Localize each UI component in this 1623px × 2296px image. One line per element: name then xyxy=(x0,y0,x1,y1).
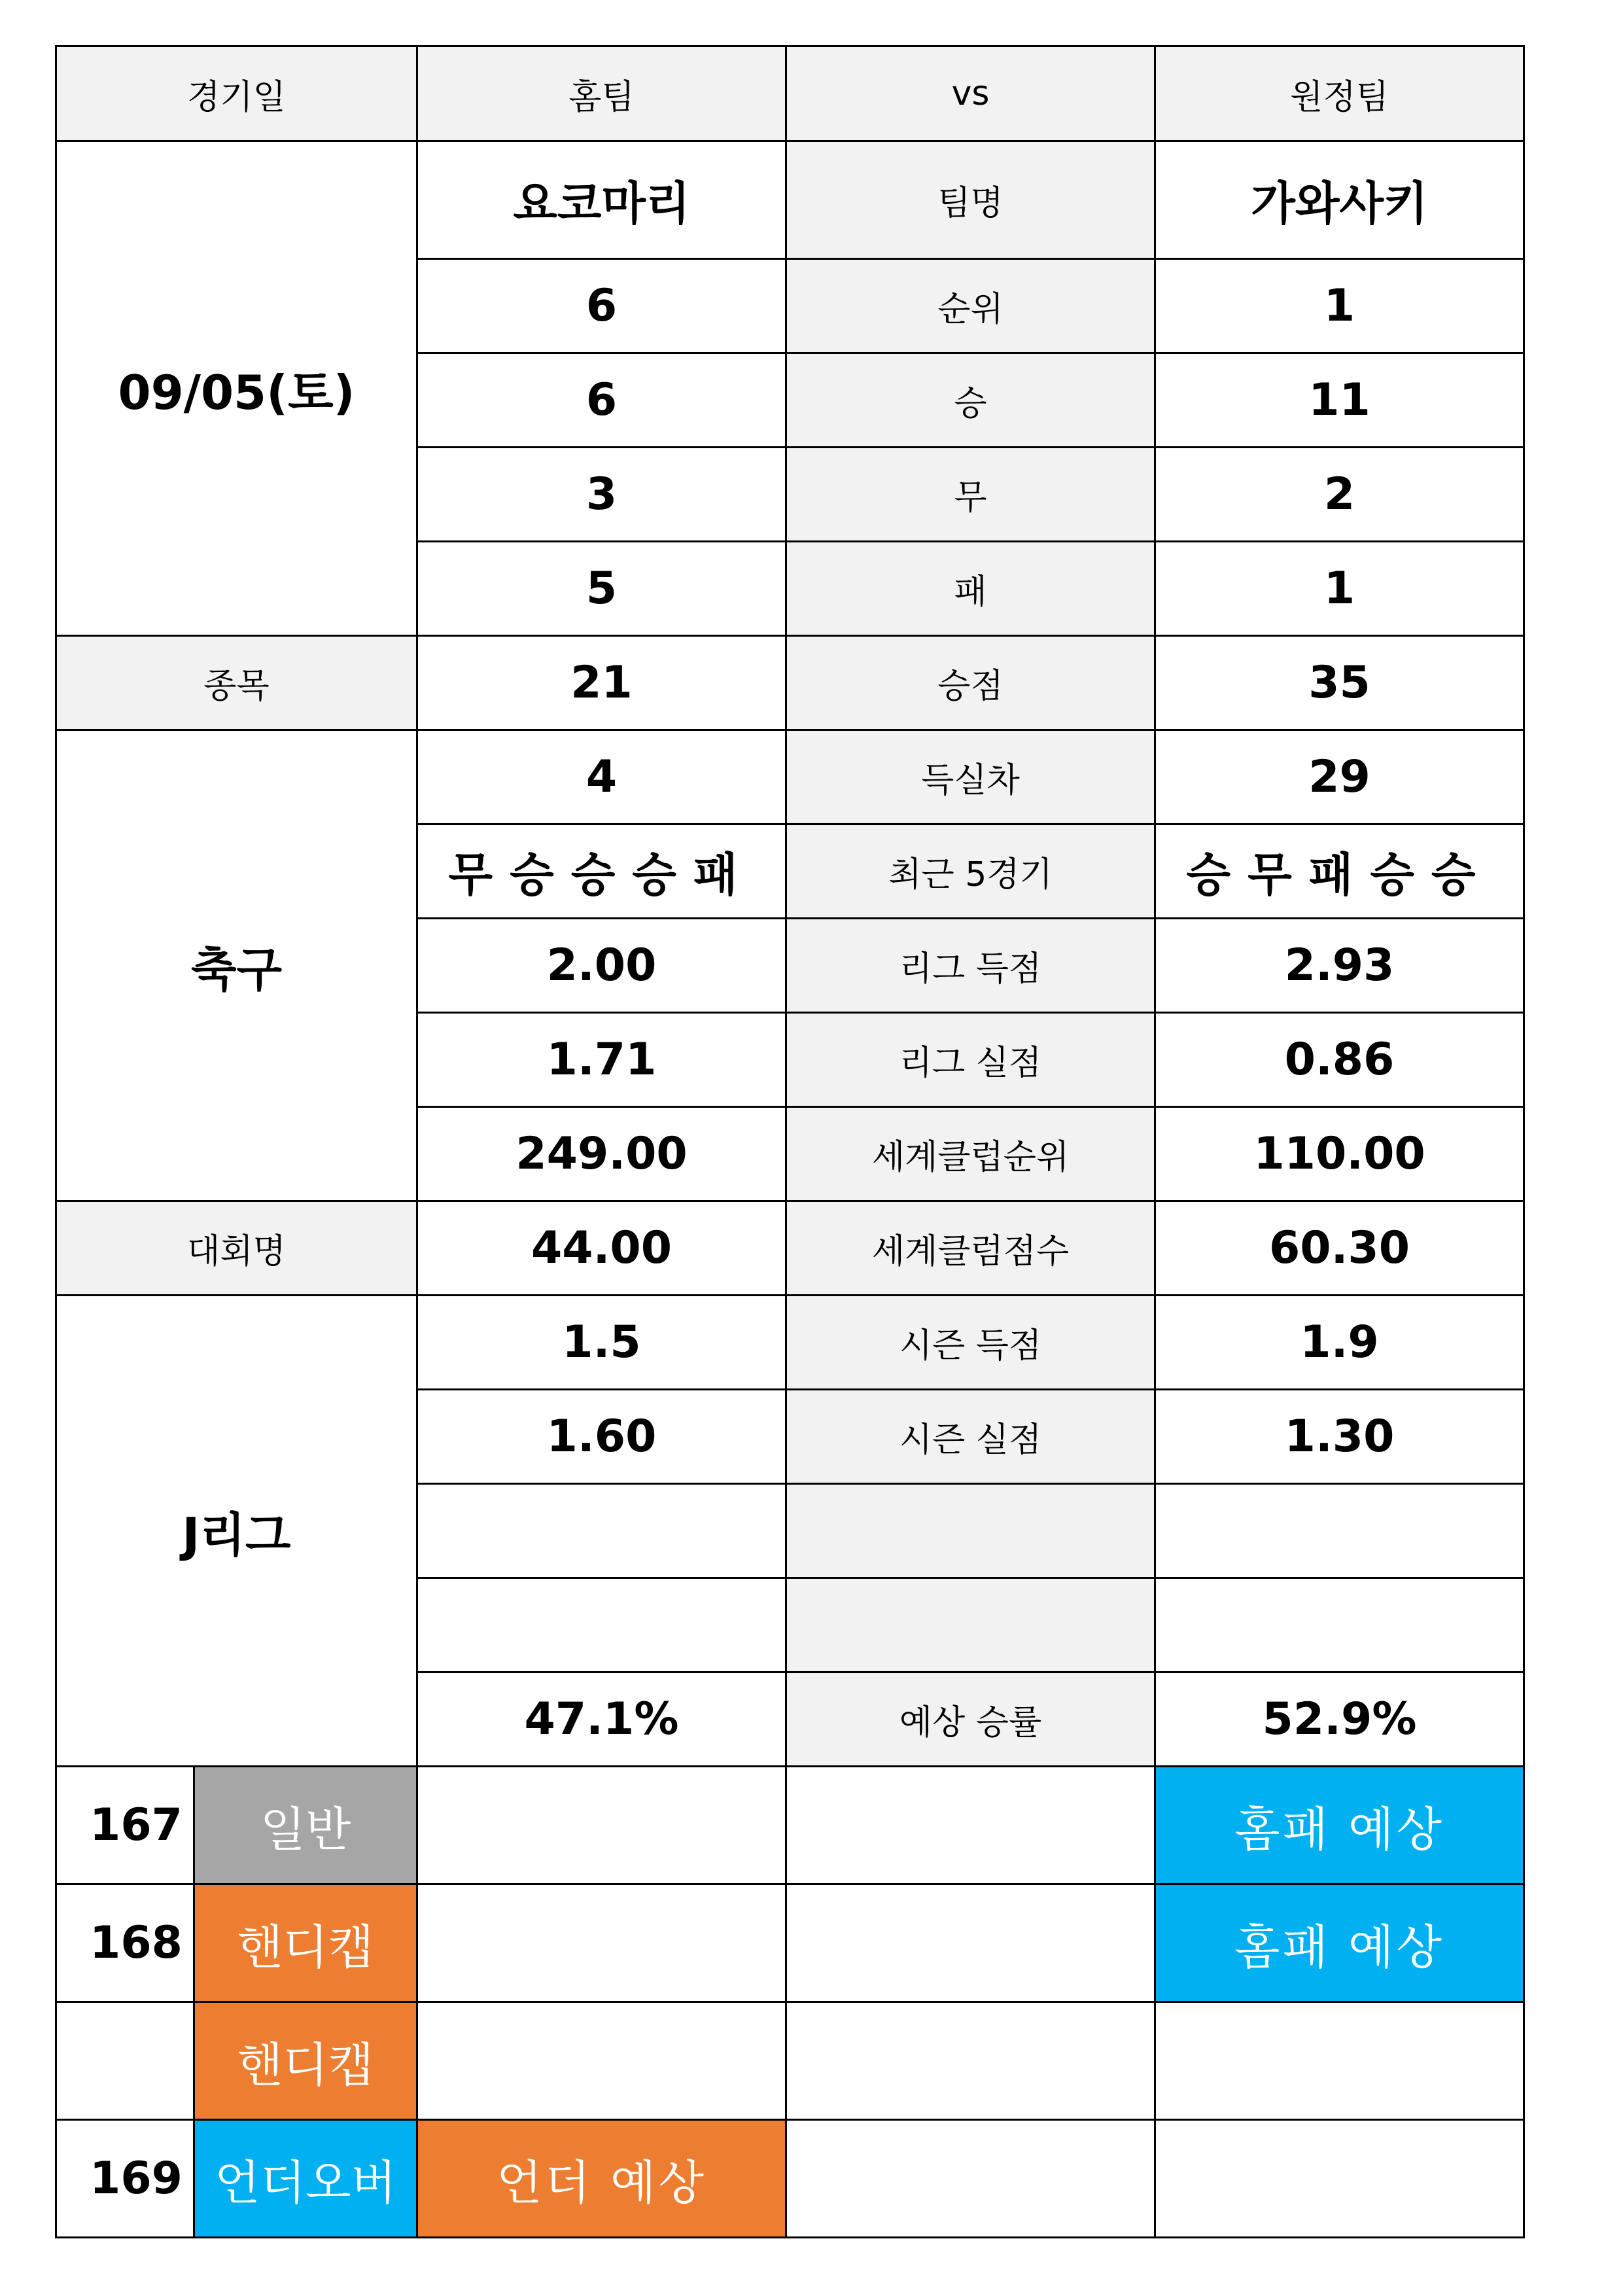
home-pick xyxy=(417,1884,786,2002)
home-stat: 3 xyxy=(417,448,786,542)
away-stat: 1 xyxy=(1155,259,1524,353)
home-stat xyxy=(417,1578,786,1672)
away-pick-home-loss: 홈패 예상 xyxy=(1155,1767,1524,1884)
bet-type-under-over: 언더오버 xyxy=(194,2120,417,2238)
bet-number: 168 xyxy=(56,1884,194,2002)
away-stat: 1.30 xyxy=(1155,1390,1524,1484)
home-pick xyxy=(417,2002,786,2120)
stat-label: 리그 득점 xyxy=(786,919,1155,1013)
team-row xyxy=(56,141,1524,259)
stat-row xyxy=(56,636,1524,730)
header-date: 경기일 xyxy=(56,46,417,141)
away-stat: 35 xyxy=(1155,636,1524,730)
bet-type-handicap: 핸디캡 xyxy=(194,1884,417,2002)
away-stat: 2.93 xyxy=(1155,919,1524,1013)
sport-label: 종목 xyxy=(56,636,417,730)
header-vs: vs xyxy=(786,46,1155,141)
home-stat: 5 xyxy=(417,542,786,636)
stat-label xyxy=(786,1578,1155,1672)
stat-label: 시즌 실점 xyxy=(786,1390,1155,1484)
league-value: J리그 xyxy=(56,1296,417,1767)
bet-number xyxy=(56,2002,194,2120)
away-stat: 0.86 xyxy=(1155,1013,1524,1107)
header-row xyxy=(56,46,1524,141)
home-stat: 1.60 xyxy=(417,1390,786,1484)
home-stat: 1.5 xyxy=(417,1296,786,1390)
away-win-prob: 52.9% xyxy=(1155,1672,1524,1767)
home-stat: 6 xyxy=(417,259,786,353)
stat-row xyxy=(56,1296,1524,1390)
home-stat: 6 xyxy=(417,353,786,448)
header-home: 홈팀 xyxy=(417,46,786,141)
home-team-name: 요코마리 xyxy=(417,141,786,259)
away-stat xyxy=(1155,1484,1524,1578)
home-stat: 249.00 xyxy=(417,1107,786,1201)
bet-row xyxy=(56,1884,1524,2002)
league-label: 대회명 xyxy=(56,1201,417,1296)
home-stat: 4 xyxy=(417,730,786,824)
bet-row xyxy=(56,2120,1524,2238)
home-stat: 1.71 xyxy=(417,1013,786,1107)
home-stat: 2.00 xyxy=(417,919,786,1013)
home-pick-under: 언더 예상 xyxy=(417,2120,786,2238)
away-team-name: 가와사키 xyxy=(1155,141,1524,259)
stat-label: 순위 xyxy=(786,259,1155,353)
stat-row xyxy=(56,730,1524,824)
home-pick xyxy=(417,1767,786,1884)
home-stat xyxy=(417,1484,786,1578)
mid-pick xyxy=(786,1884,1155,2002)
bet-type-general: 일반 xyxy=(194,1767,417,1884)
stat-label: 리그 실점 xyxy=(786,1013,1155,1107)
away-stat: 1.9 xyxy=(1155,1296,1524,1390)
stat-label: 패 xyxy=(786,542,1155,636)
away-stat: 29 xyxy=(1155,730,1524,824)
away-stat: 60.30 xyxy=(1155,1201,1524,1296)
away-stat xyxy=(1155,1578,1524,1672)
bet-row xyxy=(56,1767,1524,1884)
stat-label: 무 xyxy=(786,448,1155,542)
stat-label: 승점 xyxy=(786,636,1155,730)
away-stat: 1 xyxy=(1155,542,1524,636)
mid-pick xyxy=(786,2002,1155,2120)
stat-label: 세계클럼점수 xyxy=(786,1201,1155,1296)
stat-label: 최근 5경기 xyxy=(786,824,1155,919)
stat-label: 시즌 득점 xyxy=(786,1296,1155,1390)
away-pick xyxy=(1155,2002,1524,2120)
away-stat: 2 xyxy=(1155,448,1524,542)
home-win-prob: 47.1% xyxy=(417,1672,786,1767)
match-date: 09/05(토) xyxy=(56,141,417,636)
mid-pick xyxy=(786,2120,1155,2238)
bet-number: 169 xyxy=(56,2120,194,2238)
team-label: 팀명 xyxy=(786,141,1155,259)
away-pick xyxy=(1155,2120,1524,2238)
header-away: 원정팀 xyxy=(1155,46,1524,141)
bet-type-handicap: 핸디캡 xyxy=(194,2002,417,2120)
stat-label: 승 xyxy=(786,353,1155,448)
away-stat: 11 xyxy=(1155,353,1524,448)
match-analysis-table xyxy=(55,45,1525,2238)
away-pick-home-loss: 홈패 예상 xyxy=(1155,1884,1524,2002)
stat-label: 득실차 xyxy=(786,730,1155,824)
home-recent-form: 무승승승패 xyxy=(417,824,786,919)
stat-label: 세계클럽순위 xyxy=(786,1107,1155,1201)
home-stat: 21 xyxy=(417,636,786,730)
stat-row xyxy=(56,1201,1524,1296)
stat-label xyxy=(786,1484,1155,1578)
stat-label: 예상 승률 xyxy=(786,1672,1155,1767)
home-stat: 44.00 xyxy=(417,1201,786,1296)
bet-row xyxy=(56,2002,1524,2120)
mid-pick xyxy=(786,1767,1155,1884)
sport-value: 축구 xyxy=(56,730,417,1201)
away-stat: 110.00 xyxy=(1155,1107,1524,1201)
away-recent-form: 승무패승승 xyxy=(1155,824,1524,919)
bet-number: 167 xyxy=(56,1767,194,1884)
